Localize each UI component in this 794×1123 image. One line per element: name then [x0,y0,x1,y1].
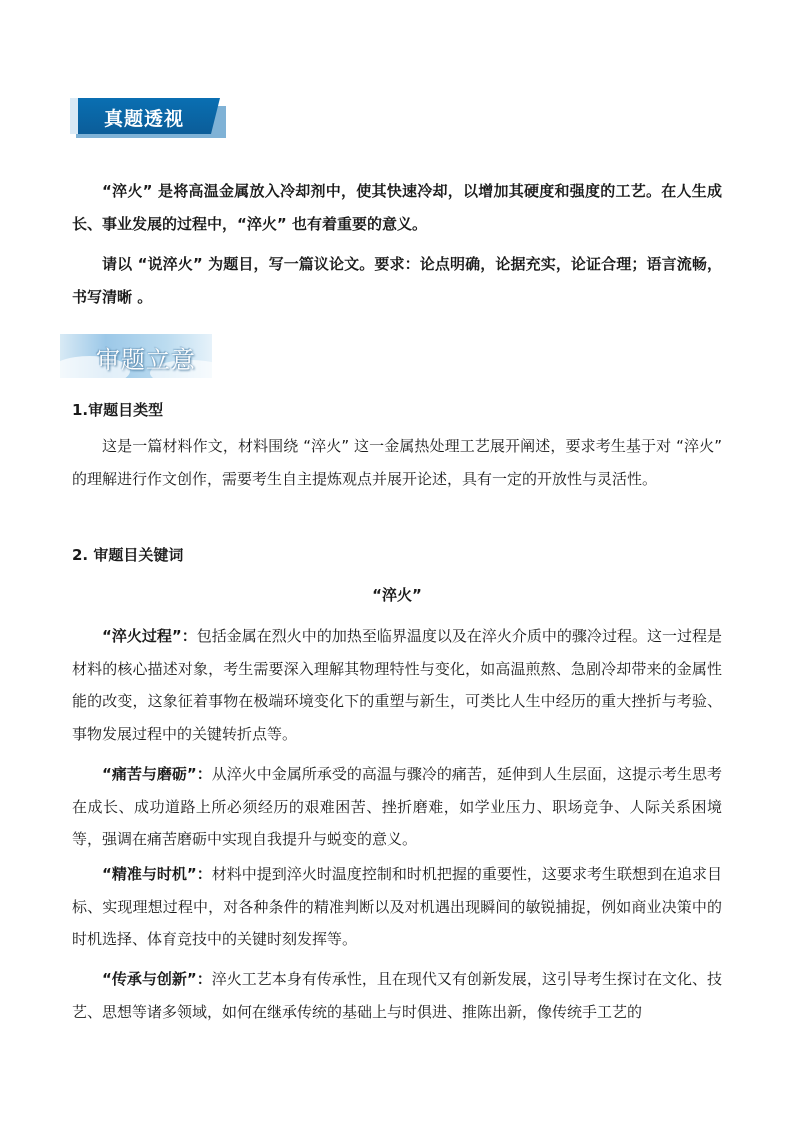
keyword-explanation: 从淬火中金属所承受的高温与骤冷的痛苦，延伸到人生层面，这提示考生思考在成长、成功道路上所必须经历的艰难困苦、挫折磨难，如学业压力、职场竞争、人际关系困境等，强调在痛苦磨砺中实现自我提升与蜕变的意义。 [72,765,722,848]
keyword-term: “精准与时机”： [102,865,212,883]
section-banner-shenti [60,334,212,378]
section-heading-keywords: 2. 审题目关键词 [72,546,184,564]
banner-label: 审题立意 [96,346,196,374]
keyword-explanation: 淬火工艺本身有传承性，且在现代又有创新发展，这引导考生探讨在文化、技艺、思想等诸多领域，如何在继承传统的基础上与时俱进、推陈出新，像传统手工艺的 [72,970,722,1021]
prompt-paragraph-2: 请以 “说淬火” 为题目，写一篇议论文。要求：论点明确，论据充实，论证合理；语言流畅，书写清晰 。 [72,255,722,306]
banner-edge [70,98,78,134]
keyword-item [72,858,722,956]
keyword-item [72,620,722,750]
banner-label: 真题透视 [104,108,185,130]
keyword-explanation: 包括金属在烈火中的加热至临界温度以及在淬火介质中的骤冷过程。这一过程是材料的核心描述对象，考生需要深入理解其物理特性与变化，如高温煎熬、急剧冷却带来的金属性能的改变，这象征着事物在极端环境变化下的重塑与新生，可类比人生中经历的重大挫折与考验、事物发展过程中的关键转折点等。 [72,627,722,743]
keyword-title: “淬火” [372,586,422,604]
section-body-type: 这是一篇材料作文，材料围绕 “淬火” 这一金属热处理工艺展开阐述，要求考生基于对 “淬火” 的理解进行作文创作，需要考生自主提炼观点并展开论述，具有一定的开放性与灵活性。 [72,437,722,488]
section-banner-zhenti [70,98,230,140]
keyword-term: “传承与创新”： [102,970,212,988]
keyword-term: “淬火过程”： [102,627,197,645]
section-heading-type: 1.审题目类型 [72,401,164,419]
keyword-term: “痛苦与磨砺”： [102,765,212,783]
keyword-item [72,963,722,1028]
prompt-paragraph-1: “淬火” 是将高温金属放入冷却剂中，使其快速冷却，以增加其硬度和强度的工艺。在人生成长、事业发展的过程中，“淬火” 也有着重要的意义。 [72,182,722,233]
keyword-explanation: 材料中提到淬火时温度控制和时机把握的重要性，这要求考生联想到在追求目标、实现理想过程中，对各种条件的精准判断以及对机遇出现瞬间的敏锐捕捉，例如商业决策中的时机选择、体育竞技中的关键时刻发挥等。 [72,865,722,948]
keyword-item [72,758,722,856]
